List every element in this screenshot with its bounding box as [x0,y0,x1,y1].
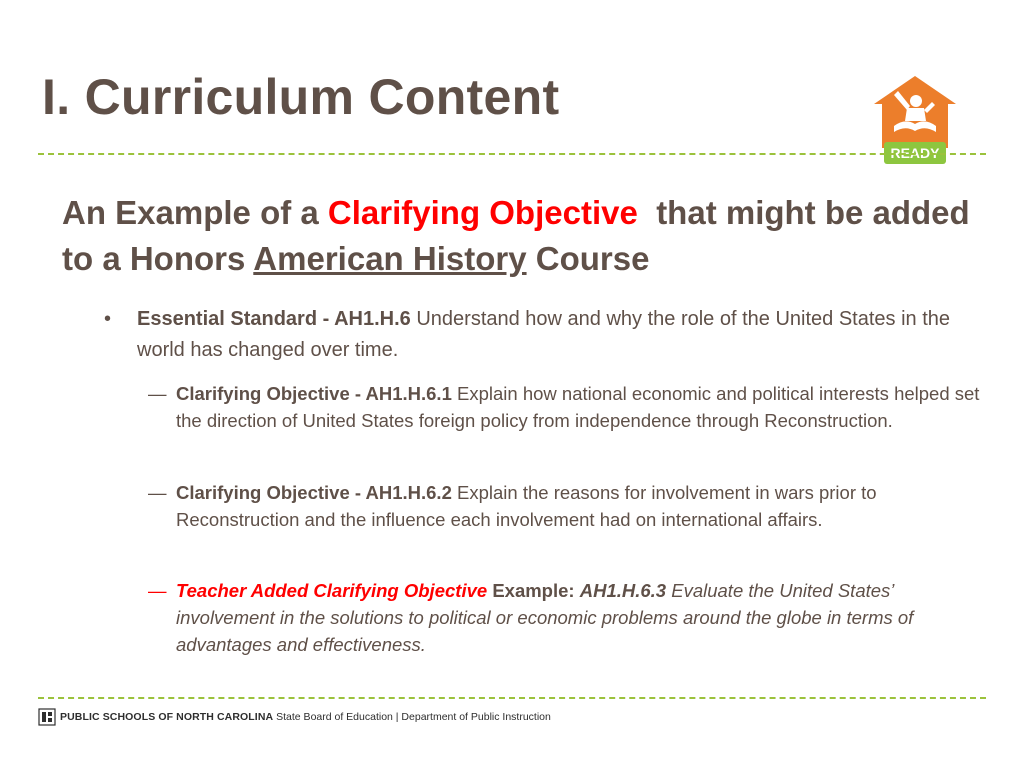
bottom-divider [38,697,986,699]
teacher-objective-label: Teacher Added Clarifying Objective [176,580,488,601]
objective-body: Evaluate the United States’ involvement in the solutions to political or economic problems around the globe in terms of advantages and effectiveness. [176,580,914,655]
objective-body: Explain the reasons for involvement in wars prior to Reconstruction and the influence each involvement had on international affairs. [176,482,877,530]
essential-standard-body: Understand how and why the role of the United States in the world has changed over time. [137,308,951,361]
page-title: I. Curriculum Content [42,69,560,125]
subtitle-underlined: American History [253,240,527,277]
clarifying-objective-2 [148,479,990,533]
footer [38,707,551,727]
nc-seal-icon [38,708,56,726]
teacher-added-objective [148,577,990,658]
clarifying-objective-1 [148,380,990,434]
subtitle-part1: An Example of a [62,194,319,231]
objective-code: AH1.H.6.3 [579,580,667,601]
subtitle-highlight: Clarifying Objective [327,194,638,231]
house-reader-icon [874,76,956,148]
slide-subtitle [62,190,992,282]
subtitle-part2: that might be added to a Honors [62,194,970,277]
essential-standard-text [137,304,964,366]
dash-marker: — [148,383,167,404]
objective-text [176,577,990,658]
objective-body: Explain how national economic and political interests helped set the direction of United States foreign policy from independence through Reconstruction. [176,383,980,431]
objective-text [176,479,990,533]
dash-marker: — [148,580,167,601]
example-label: Example: [492,580,575,601]
top-divider [38,153,986,155]
essential-standard [104,304,964,366]
bullet-marker: • [104,308,112,330]
footer-org: PUBLIC SCHOOLS OF NORTH CAROLINA [60,711,274,723]
logo-text: READY [890,145,940,161]
essential-standard-label: Essential Standard - AH1.H.6 [137,308,411,330]
objective-label: Clarifying Objective - AH1.H.6.1 [176,383,452,404]
subtitle-part3: Course [535,240,650,277]
objective-label: Clarifying Objective - AH1.H.6.2 [176,482,452,503]
objective-text [176,380,990,434]
footer-departments: State Board of Education | Department of Public Instruction [276,711,551,723]
dash-marker: — [148,482,167,503]
